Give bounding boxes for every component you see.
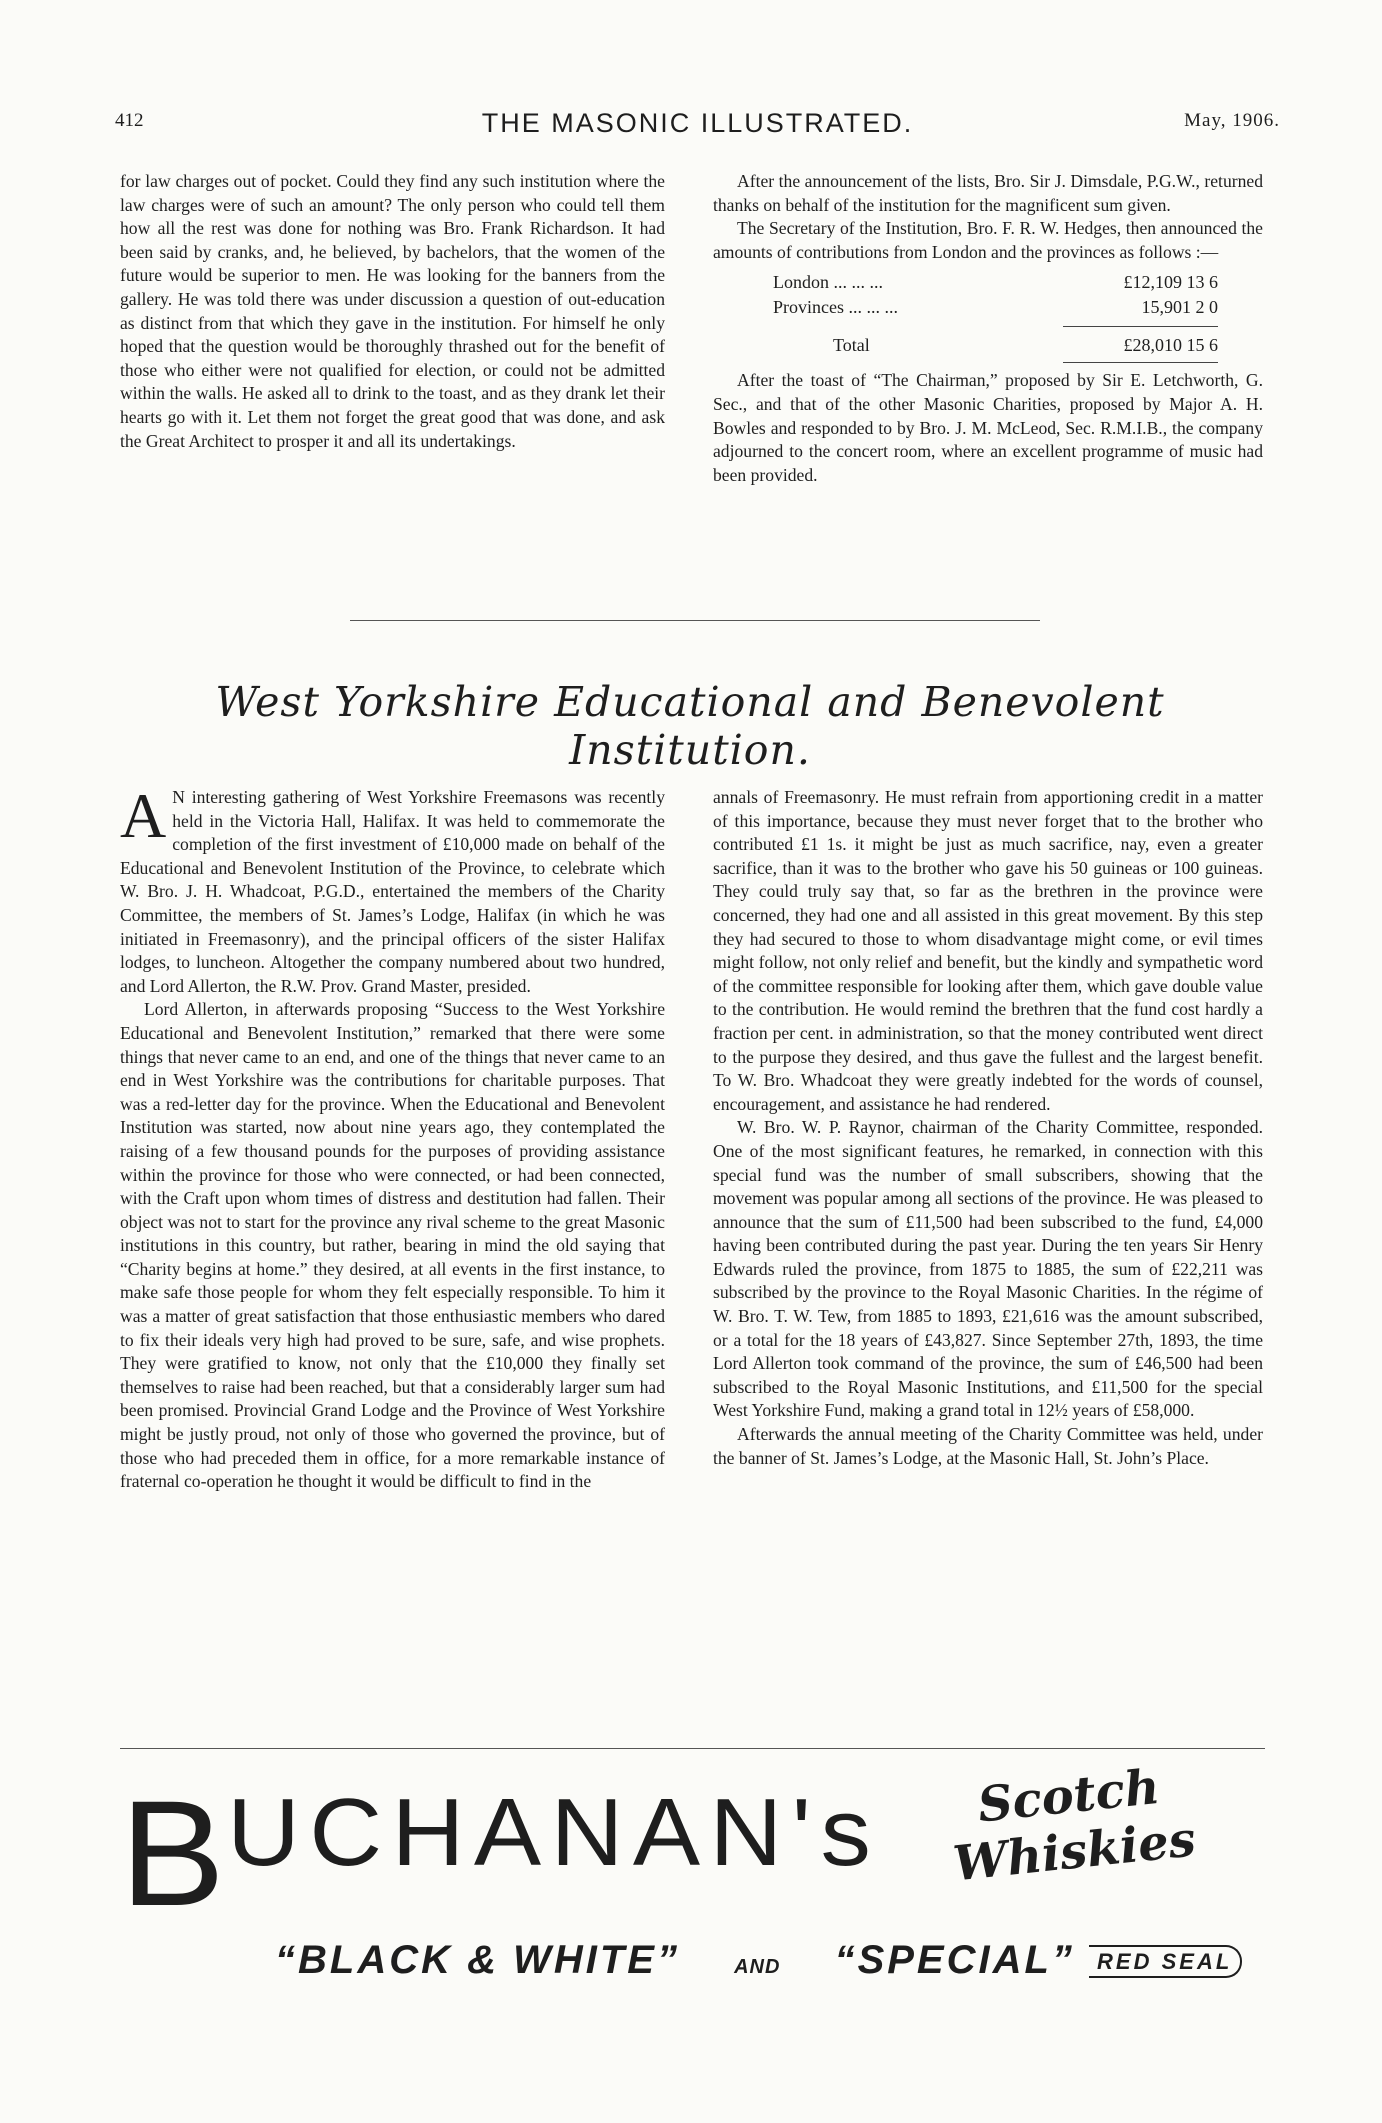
paragraph: annals of Freemasonry. He must refrain from apportioning credit in a matter of this importance, because they must never forget that to the brother who contributed £1 1s. it might be just as much sacrifice, nay, even a greater sacrifice, than it was to the brother who gave his 50 guineas or 100 guineas. They could truly say that, so far as the brethren in the province were concerned, they had one and all assisted in this great movement. By this step they had secured to those to whom disadvantage might come, or evil times might follow, not only relief and benefit, but the kindly and sympathetic word of the committee responsible for looking after them, which gave double value to the contribution. He would remind the brethren that the fund cost hardly a fraction per cent. in administration, so that the money contributed went direct to the purpose they desired, and thus gave the fullest and the largest benefit. To W. Bro. Whadcoat they were greatly indebted for the words of counsel, encouragement, and assistance he had rendered. <box>713 787 1263 1114</box>
ad-brand-initial: B <box>120 1769 228 1937</box>
article-column-left <box>120 780 665 1494</box>
ad-tag-and: AND <box>734 1956 781 1978</box>
ad-product-line: Whiskies <box>950 1811 1199 1893</box>
issue-date: May, 1906. <box>1184 110 1280 131</box>
ad-tagline <box>275 1938 1275 1983</box>
ad-brand-rest: UCHANAN's <box>227 1779 881 1886</box>
opening-text: N interesting gathering of West Yorkshire Freemasons was recently held in the Victoria Hall, Halifax. It was held to commemorate the completion of the first investment of £10,000 made on behalf of the Educational and Benevolent Institution of the Province, to celebrate which W. Bro. J. H. Whadcoat, P.G.D., entertained the members of the Charity Committee, the members of St. James’s Lodge, Halifax (in which he was initiated in Freemasonry), and the principal officers of the sister Halifax lodges, to luncheon. Altogether the company numbered about two hundred, and Lord Allerton, the R.W. Prov. Grand Master, presided. <box>120 787 665 996</box>
article-title: West Yorkshire Educational and Benevolent Institution. <box>215 678 1165 774</box>
subscription-rule <box>1063 326 1218 327</box>
ad-product-script <box>945 1756 1199 1893</box>
paragraph: Lord Allerton, in afterwards proposing “Success to the West Yorkshire Educational and Benevolent Institution,” remarked that there were some things that never came to an end, and one of the things that never came to an end in West Yorkshire was the contributions for charitable purposes. That was a red-letter day for the province. When the Educational and Benevolent Institution was started, now about nine years ago, they contemplated the raising of a few thousand pounds for the purposes of providing assistance within the province for those who were connected, or had been connected, with the Craft upon whom times of distress and destitution had fallen. Their object was not to start for the province any rival scheme to the great Masonic institutions in this country, but rather, bearing in mind the old saying that “Charity begins at home.” they desired, at all events in the first instance, to make safe those people for whom they felt especially responsible. To him it was a matter of great satisfaction that those enthusiastic members who dared to fix their ideals very high had proved to be sure, safe, and wise prophets. They were gratified to know, not only that the £10,000 they finally set themselves to raise had been reached, but that a considerably larger sum had been promised. Provincial Grand Lodge and the Province of West Yorkshire might be justly proud, not only of those who governed the province, but of those who had preceded them in office, for a more remarkable instance of fraternal co-operation he thought it would be difficult to find in the <box>120 999 665 1492</box>
paragraph: The Secretary of the Institution, Bro. F. R. W. Hedges, then announced the amounts of contributions from London and the provinces as follows :— <box>713 218 1263 262</box>
subscription-total-label: Total <box>833 335 870 356</box>
ad-tag-black-white: “BLACK & WHITE” <box>275 1938 680 1982</box>
subscription-amount: 15,901 2 0 <box>1141 297 1218 318</box>
subscription-amount: £12,109 13 6 <box>1123 272 1218 293</box>
article-opening-paragraph <box>120 780 665 998</box>
paragraph: W. Bro. W. P. Raynor, chairman of the Charity Committee, responded. One of the most significant features, he remarked, in connection with this special fund was the number of small subscribers, showing that the movement was popular among all sections of the province. He was pleased to announce that the sum of £11,500 had been subscribed to the fund, £4,000 having been contributed during the past year. During the ten years Sir Henry Edwards ruled the province, from 1875 to 1885, the sum of £22,211 was subscribed by the province to the Royal Masonic Charities. In the régime of W. Bro. T. W. Tew, from 1885 to 1893, £21,616 was the amount subscribed, or a total for the 18 years of £43,827. Since September 27th, 1893, the time Lord Allerton took command of the province, the sum of £46,500 had been subscribed to the Royal Masonic Institutions, and £11,500 for the special West Yorkshire Fund, making a grand total in 12½ years of £58,000. <box>713 1117 1263 1421</box>
article-column-right <box>713 786 1263 1470</box>
subscription-total-row <box>773 333 1218 358</box>
drop-cap: A <box>120 780 167 851</box>
paragraph: for law charges out of pocket. Could they find any such institution where the law charges were of such an amount? The only person who could tell them how all the rest was done for nothing was Bro. Frank Richardson. It had been said by cranks, and, he believed, by bachelors, that the women of the future would be superior to men. He was looking for the banners from the gallery. He was told there was under discussion a question of out-education as distinct from that which they gave in the institution. For himself he only hoped that the question would be thoroughly thrashed out for the benefit of those who either were not qualified for election, or could not be admitted within the walls. He asked all to drink to the toast, and as they drank let their hearts go with it. Let them not forget the great good that was done, and ask the Great Architect to prosper it and all its undertakings. <box>120 171 665 451</box>
ad-tag-red-seal: RED SEAL <box>1089 1945 1242 1978</box>
subscription-label: Provinces ... ... ... <box>773 297 898 318</box>
ad-product-line: Scotch <box>975 1758 1163 1834</box>
subscription-row <box>773 270 1218 295</box>
ad-tag-special: “SPECIAL” <box>834 1938 1075 1982</box>
running-header <box>115 108 1280 142</box>
subscription-table <box>773 270 1218 363</box>
journal-title: THE MASONIC ILLUSTRATED. <box>481 108 914 138</box>
buchanan-advertisement <box>120 1758 1270 2018</box>
subscription-label: London ... ... ... <box>773 272 883 293</box>
ad-brand-name <box>120 1769 881 1937</box>
page-number: 412 <box>115 110 144 131</box>
advertisement-divider <box>120 1748 1265 1749</box>
paragraph: Afterwards the annual meeting of the Charity Committee was held, under the banner of St. James’s Lodge, at the Masonic Hall, St. John’s Place. <box>713 1424 1263 1468</box>
subscription-row <box>773 295 1218 320</box>
subscription-total-amount: £28,010 15 6 <box>1123 335 1218 356</box>
previous-article-column-right <box>713 170 1263 487</box>
paragraph: After the toast of “The Chairman,” proposed by Sir E. Letchworth, G. Sec., and that of the other Masonic Charities, proposed by Major A. H. Bowles and responded to by Bro. J. M. McLeod, Sec. R.M.I.B., the company adjourned to the concert room, where an excellent programme of music had been provided. <box>713 370 1263 485</box>
subscription-rule <box>1063 362 1218 363</box>
paragraph: After the announcement of the lists, Bro. Sir J. Dimsdale, P.G.W., returned thanks on behalf of the institution for the magnificent sum given. <box>713 171 1263 215</box>
previous-article-column-left <box>120 170 665 453</box>
section-divider <box>350 620 1040 621</box>
